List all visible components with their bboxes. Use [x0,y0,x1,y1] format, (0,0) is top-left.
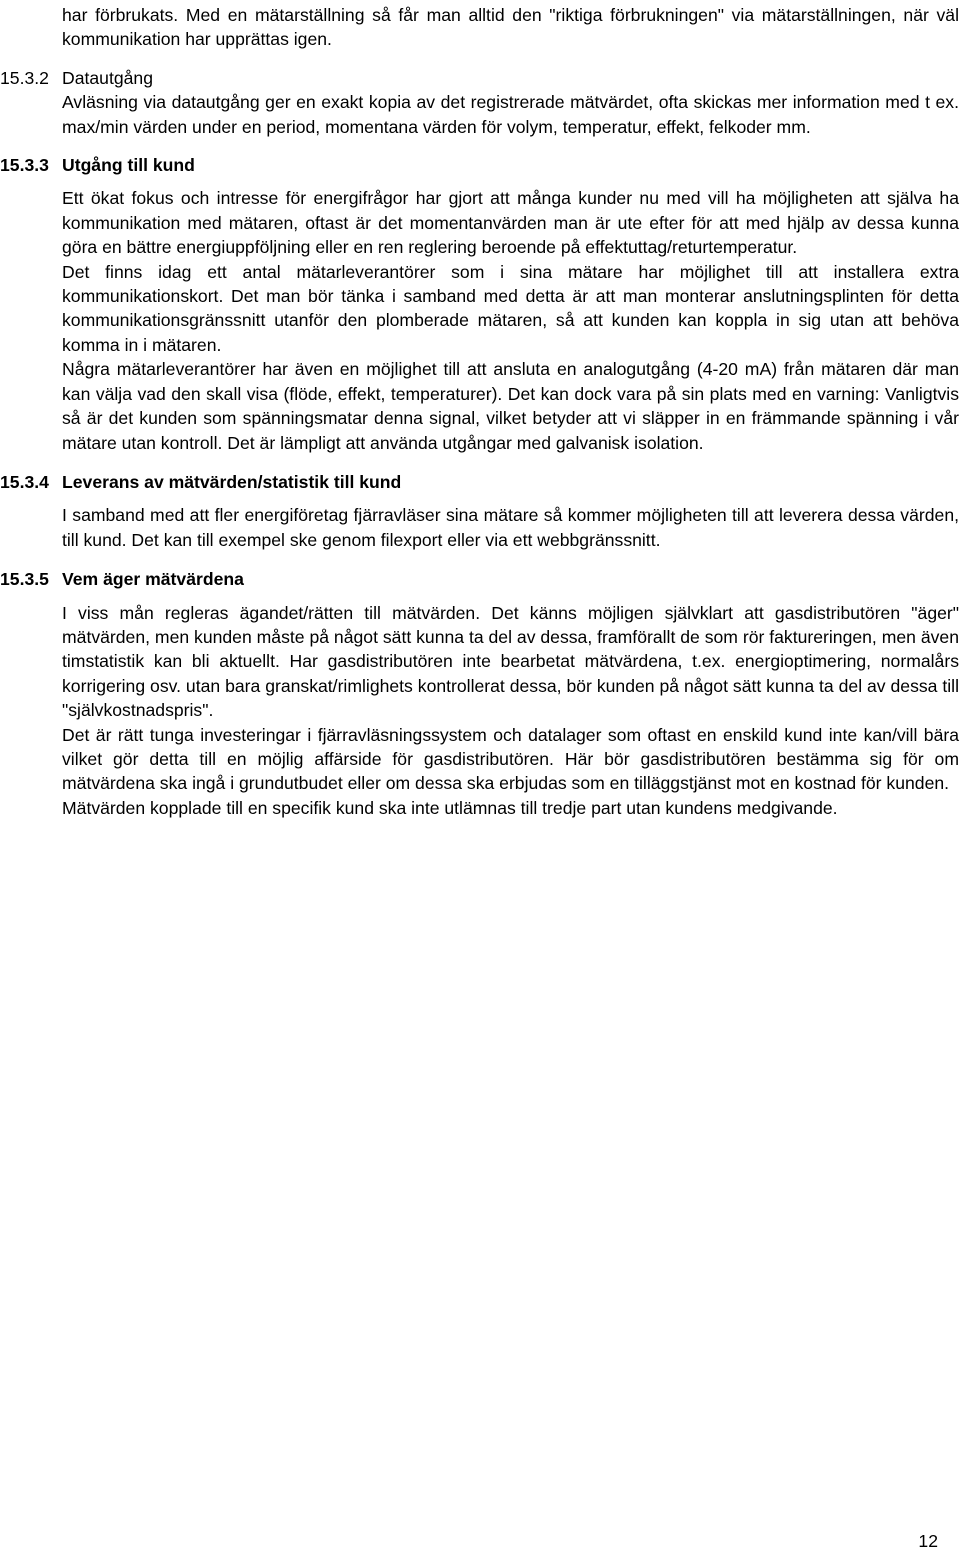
section-number: 15.3.4 [0,471,49,492]
section-paragraph: Ett ökat fokus och intresse för energifrågor har gjort att många kunder nu med vill ha möjligheten att själva ha kommunikation med mätaren, oftast är det momentanvärden man är ute efter för att med hjälp av dessa kunna göra en bättre energiuppföljning eller en ren reglering beroende på effektuttag/returtemperatur. [62,188,959,258]
section-15-3-3 [0,153,959,455]
section-15-3-2 [0,66,959,139]
section-15-3-5 [0,567,959,820]
section-heading [0,470,959,494]
section-heading [0,153,959,177]
section-title: Vem äger mätvärdena [62,569,244,590]
section-title: Datautgång [62,67,153,88]
section-paragraph: Avläsning via datautgång ger en exakt kopia av det registrerade mätvärdet, ofta skickas mer information med t ex. max/min värden under en period, momentana värden för volym, temperatur, effekt, felkoder mm. [62,92,959,137]
section-15-3-4 [0,470,959,552]
section-paragraph: Det är rätt tunga investeringar i fjärravläsningssystem och datalager som oftast en enskild kund inte kan/vill bära vilket gör detta till en möjlig affärside för gasdistributören. Här bör gasdistributören bestämma sig för om mätvärdena ska ingå i grundutbudet eller om dessa ska erbjudas som en tilläggstjänst mot en kostnad för kunden. [62,724,959,794]
section-title: Leverans av mätvärden/statistik till kund [62,471,402,492]
intro-paragraph: har förbrukats. Med en mätarställning så får man alltid den "riktiga förbrukningen" via mätarställningen, när väl kommunikation har upprättas igen. [62,5,959,50]
section-paragraph: Det finns idag ett antal mätarleverantörer som i sina mätare har möjlighet till att installera extra kommunikationskort. Det man bör tänka i samband med detta är att man monterar anslutningsplinten för detta kommunikationsgränssnitt utanför den plomberade mätaren, så att kunden kan koppla in sig utan att behöva komma in i mätaren. [62,261,959,355]
section-heading [0,567,959,591]
page-number: 12 [918,1531,938,1551]
section-number: 15.3.3 [0,155,49,176]
section-number: 15.3.5 [0,569,49,590]
section-title: Utgång till kund [62,155,195,176]
section-paragraph: I viss mån regleras ägandet/rätten till mätvärden. Det känns möjligen självklart att gasdistributören "äger" mätvärden, men kunden måste på något sätt kunna ta del av dessa, framförallt de som rör faktureringen, men även timstatistik kan bli aktuellt. Har gasdistributören inte bearbetat mätvärdena, t.ex. energioptimering, normalårs korrigering osv. utan bara granskat/rimlighets kontrollerat dessa, bör kunden på något sätt kunna ta del av dessa till "självkostnadspris". [62,602,959,721]
section-number: 15.3.2 [0,67,49,88]
section-paragraph: I samband med att fler energiföretag fjärravläser sina mätare så kommer möjligheten till att leverera dessa värden, till kund. Det kan till exempel ske genom filexport eller via ett webbgränssnitt. [62,505,959,550]
section-paragraph: Mätvärden kopplade till en specifik kund ska inte utlämnas till tredje part utan kundens medgivande. [62,797,838,818]
section-paragraph: Några mätarleverantörer har även en möjlighet till att ansluta en analogutgång (4-20 mA) från mätaren där man kan välja vad den skall visa (flöde, effekt, temperaturer). Det kan dock vara på sin plats med en varning: Vanligtvis så är det kunden som spänningsmatar denna signal, vilket betyder att vi släpper in en främmande spänning i vår mätare utan kontroll. Det är lämpligt att använda utgångar med galvanisk isolation. [62,359,959,453]
section-heading [0,66,959,90]
